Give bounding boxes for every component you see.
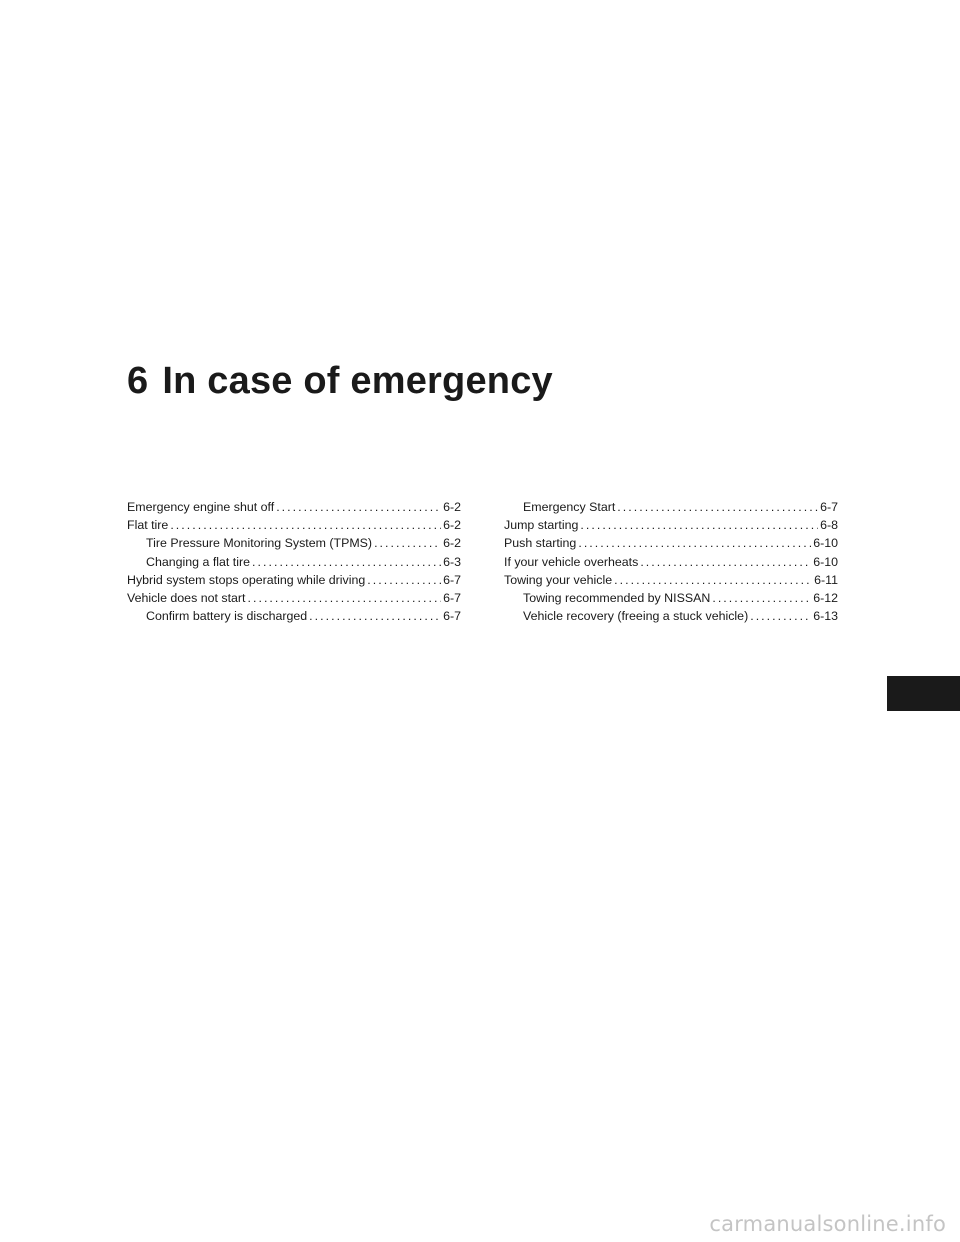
toc-entry-page: 6-11: [814, 572, 838, 587]
toc-subentry[interactable]: [504, 498, 838, 516]
toc-subentry[interactable]: [127, 534, 461, 552]
chapter-number: 6: [127, 360, 149, 402]
toc-dot-leader: [247, 589, 441, 607]
toc-entry-label: Hybrid system stops operating while driving: [127, 572, 366, 587]
toc-entry-label: Tire Pressure Monitoring System (TPMS): [146, 536, 373, 551]
toc-entry[interactable]: [127, 589, 461, 607]
toc-dot-leader: [309, 607, 441, 625]
toc-entry-label: Emergency engine shut off: [127, 500, 275, 514]
toc-entry[interactable]: [504, 553, 838, 571]
toc-entry[interactable]: [504, 571, 838, 589]
toc-entry-page: 6-7: [443, 609, 461, 624]
toc-subentry[interactable]: [504, 589, 838, 607]
toc-subentry[interactable]: [504, 607, 838, 625]
watermark-text: carmanualsonline.info: [709, 1212, 946, 1236]
toc-entry[interactable]: [127, 498, 461, 516]
toc-entry-page: 6-12: [813, 590, 838, 605]
toc-entry[interactable]: [504, 534, 838, 552]
chapter-thumb-tab: [887, 676, 960, 711]
toc-dot-leader: [712, 589, 811, 607]
toc-right-column: [504, 498, 838, 625]
toc-entry-label: If your vehicle overheats: [504, 554, 639, 569]
toc-entry-page: 6-13: [813, 609, 838, 624]
toc-dot-leader: [367, 571, 441, 589]
toc-entry-page: 6-7: [443, 590, 461, 605]
toc-dot-leader: [374, 534, 441, 552]
toc-entry-page: 6-3: [443, 554, 461, 569]
toc-dot-leader: [750, 607, 811, 625]
toc-entry-page: 6-8: [820, 518, 838, 533]
toc-dot-leader: [276, 498, 441, 516]
toc-dot-leader: [170, 516, 441, 534]
toc-entry[interactable]: [504, 516, 838, 534]
toc-entry-label: Vehicle recovery (freeing a stuck vehicle): [523, 609, 749, 624]
toc-entry-label: Flat tire: [127, 518, 169, 533]
toc-entry-page: 6-2: [443, 536, 461, 551]
toc-entry-label: Vehicle does not start: [127, 590, 246, 605]
toc-dot-leader: [580, 516, 818, 534]
toc-dot-leader: [614, 571, 812, 589]
toc-entry[interactable]: [127, 571, 461, 589]
toc-subentry[interactable]: [127, 553, 461, 571]
toc-entry-label: Confirm battery is discharged: [146, 609, 308, 624]
toc-entry-label: Towing recommended by NISSAN: [523, 590, 711, 605]
toc-entry-page: 6-10: [813, 536, 838, 551]
toc-left-column: [127, 498, 461, 625]
toc-dot-leader: [640, 553, 811, 571]
toc-dot-leader: [578, 534, 811, 552]
chapter-title: [127, 360, 553, 403]
toc-subentry[interactable]: [127, 607, 461, 625]
chapter-title-text: In case of emergency: [162, 360, 553, 402]
toc-entry-label: Emergency Start: [523, 500, 616, 514]
toc-entry-page: 6-10: [813, 554, 838, 569]
toc-entry-page: 6-7: [820, 500, 838, 514]
toc-entry-label: Jump starting: [504, 518, 579, 533]
toc-entry[interactable]: [127, 516, 461, 534]
toc-entry-label: Towing your vehicle: [504, 572, 613, 587]
toc-entry-page: 6-2: [443, 500, 461, 514]
toc-entry-label: Push starting: [504, 536, 577, 551]
toc-dot-leader: [617, 498, 818, 516]
toc-entry-page: 6-7: [443, 572, 461, 587]
toc-entry-page: 6-2: [443, 518, 461, 533]
toc-dot-leader: [252, 553, 441, 571]
toc-entry-label: Changing a flat tire: [146, 554, 251, 569]
